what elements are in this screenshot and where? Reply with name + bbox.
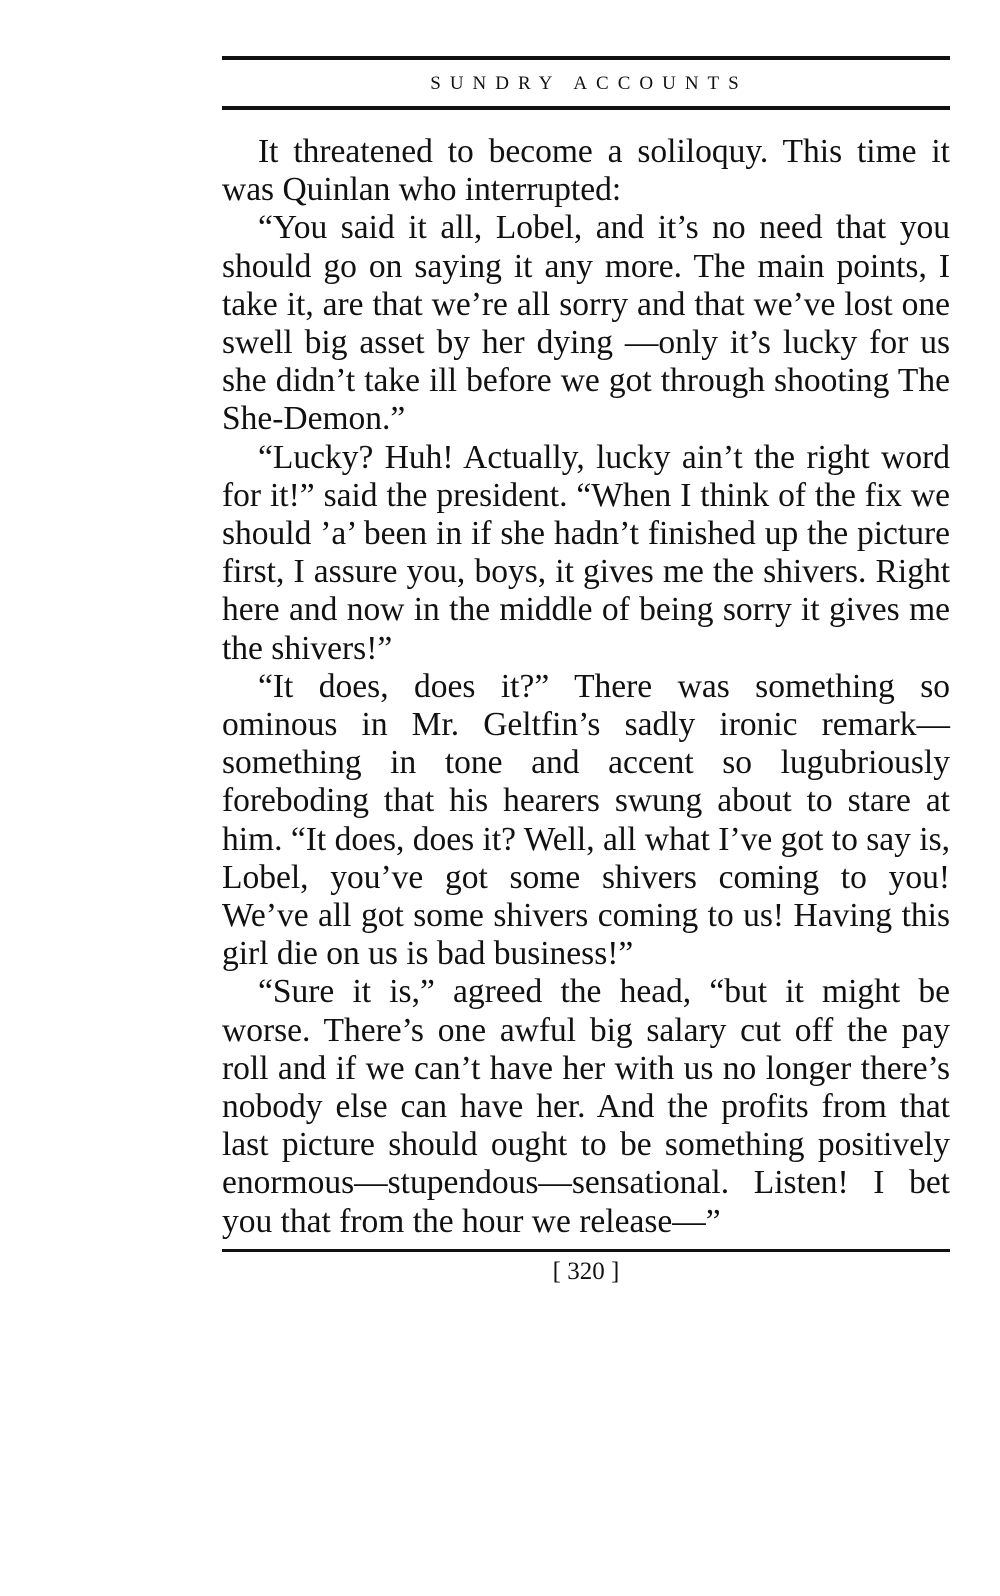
book-page bbox=[222, 56, 950, 1292]
paragraph: It threatened to become a soliloquy. This time it was Quinlan who interrupted: bbox=[222, 133, 950, 209]
paragraph: “You said it all, Lobel, and it’s no need that you should go on saying it any more. The main points, I take it, are that we’re all sorry and that we’ve lost one swell big asset by her dying —only it’s lucky for us she didn’t take ill before we got through shooting The She-Demon.” bbox=[222, 209, 950, 438]
paragraph: “It does, does it?” There was something so ominous in Mr. Geltfin’s sadly ironic remark—something in tone and accent so lugubriously foreboding that his hearers swung about to stare at him. “It does, does it? Well, all what I’ve got to say is, Lobel, you’ve got some shivers coming to you! We’ve all got some shivers coming to us! Having this girl die on us is bad business!” bbox=[222, 667, 950, 973]
running-head: SUNDRY ACCOUNTS bbox=[430, 73, 748, 94]
body-text bbox=[222, 133, 950, 1241]
header-bottom-rule bbox=[222, 106, 950, 110]
paragraph: “Sure it is,” agreed the head, “but it might be worse. There’s one awful big salary cut off the pay roll and if we can’t have her with us no longer there’s nobody else can have her. And the profits from that last picture should ought to be something positively enormous—stupendous—sensational. Listen! I bet you that from the hour we release—” bbox=[222, 973, 950, 1240]
page-number: [ 320 ] bbox=[552, 1257, 620, 1285]
paragraph: “Lucky? Huh! Actually, lucky ain’t the right word for it!” said the president. “When I think of the fix we should ’a’ been in if she hadn’t finished up the picture first, I assure you, boys, it gives me the shivers. Right here and now in the middle of being sorry it gives me the shivers!” bbox=[222, 438, 950, 667]
